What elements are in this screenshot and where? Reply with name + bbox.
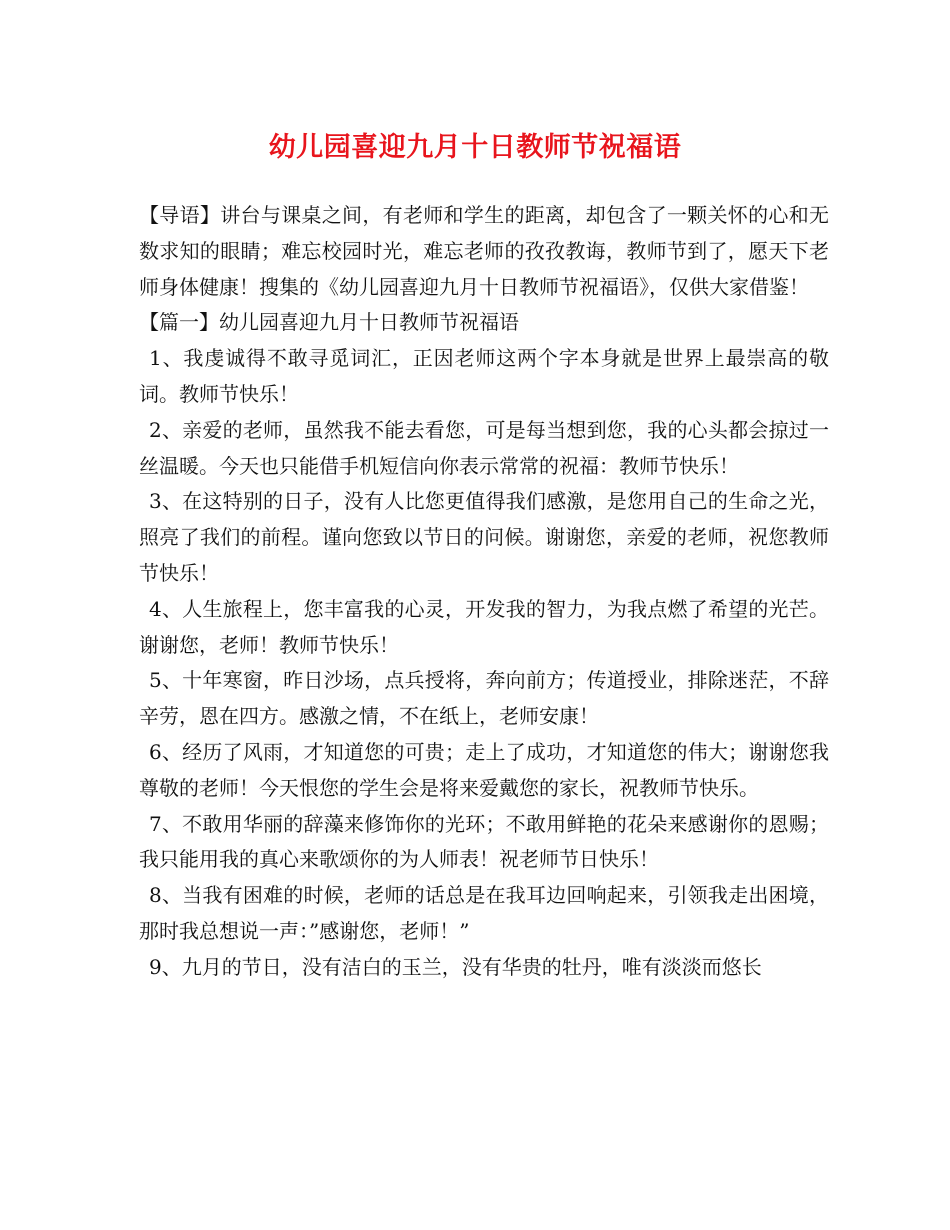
list-item: 1、我虔诚得不敢寻觅词汇，正因老师这两个字本身就是世界上最崇高的敬词。教师节快乐！ bbox=[139, 346, 829, 406]
list-item: 6、经历了风雨，才知道您的可贵；走上了成功，才知道您的伟大；谢谢您我尊敬的老师！今天恨您的学生会是将来爱戴您的家长，祝教师节快乐。 bbox=[139, 739, 829, 800]
list-item: 7、不敢用华丽的辞藻来修饰你的光环；不敢用鲜艳的花朵来感谢你的恩赐；我只能用我的真心来歌颂你的为人师表！祝老师节日快乐！ bbox=[139, 811, 829, 872]
intro-paragraph: 【导语】讲台与课桌之间，有老师和学生的距离，却包含了一颗关怀的心和无数求知的眼睛；难忘校园时光，难忘老师的孜孜教诲，教师节到了，愿天下老师身体健康！搜集的《幼儿园喜迎九月十日教师节祝福语》，仅供大家借鉴！ bbox=[139, 203, 829, 299]
list-item: 9、九月的节日，没有洁白的玉兰，没有华贵的牡丹，唯有淡淡而悠长 bbox=[149, 954, 762, 979]
list-item: 3、在这特别的日子，没有人比您更值得我们感激，是您用自己的生命之光，照亮了我们的前程。谨向您致以节日的问候。谢谢您，亲爱的老师，祝您教师节快乐！ bbox=[139, 489, 829, 585]
list-item: 2、亲爱的老师，虽然我不能去看您，可是每当想到您，我的心头都会掠过一丝温暖。今天也只能借手机短信向你表示常常的祝福：教师节快乐！ bbox=[139, 417, 829, 478]
list-item: 5、十年寒窗，昨日沙场，点兵授将，奔向前方；传道授业，排除迷茫，不辞辛劳，恩在四方。感激之情，不在纸上，老师安康！ bbox=[139, 668, 829, 729]
list-item: 4、人生旅程上，您丰富我的心灵，开发我的智力，为我点燃了希望的光芒。谢谢您，老师！教师节快乐！ bbox=[139, 596, 829, 657]
document-body bbox=[139, 198, 829, 986]
list-item: 8、当我有困难的时候，老师的话总是在我耳边回响起来，引领我走出困境，那时我总想说一声：”感谢您，老师！” bbox=[139, 883, 829, 943]
document-title: 幼儿园喜迎九月十日教师节祝福语 bbox=[268, 132, 682, 163]
section-heading: 【篇一】幼儿园喜迎九月十日教师节祝福语 bbox=[139, 310, 519, 335]
